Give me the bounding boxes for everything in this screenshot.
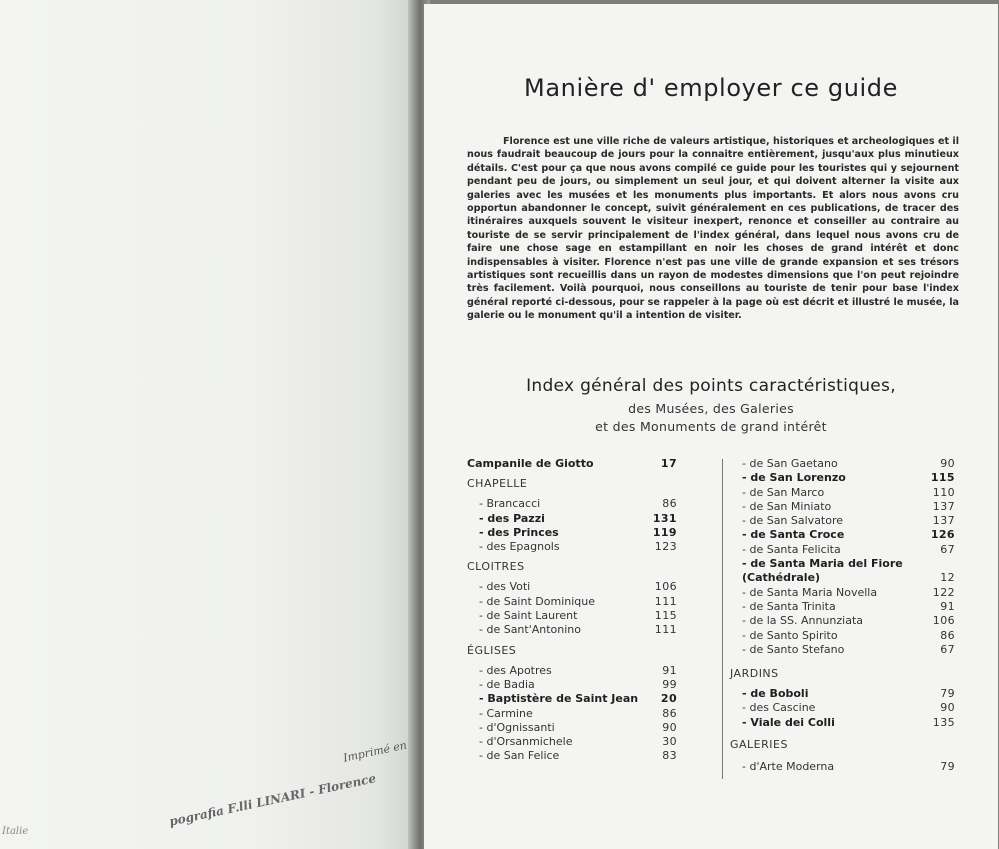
index-subtitle-2: et des Monuments de grand intérêt — [595, 419, 827, 434]
entry-page: 126 — [930, 528, 955, 542]
index-right-column — [730, 457, 955, 774]
entry-page: 115 — [930, 471, 955, 485]
index-entry — [467, 457, 677, 471]
entry-label: - de Badia — [479, 677, 535, 691]
entry-label: - des Pazzi — [479, 511, 545, 525]
index-entry — [467, 735, 677, 749]
entry-page: 12 — [940, 571, 955, 585]
entry-label: - Brancacci — [479, 497, 541, 511]
index-entry — [730, 557, 955, 571]
index-entry — [467, 497, 677, 511]
entry-page: 67 — [940, 542, 955, 556]
entry-label: - des Epagnols — [479, 540, 560, 554]
entry-page: 86 — [662, 497, 677, 511]
entry-label: - de Santo Spirito — [742, 628, 838, 642]
index-entry — [467, 609, 677, 623]
section-heading-cloitres: CLOITRES — [467, 560, 525, 574]
printer-credit: pografia F.lli LINARI - Florence — [168, 771, 378, 829]
entry-label: - de la SS. Annunziata — [742, 614, 863, 628]
entry-page: 91 — [662, 663, 677, 677]
entry-page: 137 — [932, 514, 955, 528]
entry-label: - de Saint Dominique — [479, 594, 595, 608]
entry-page: 106 — [654, 580, 677, 594]
entry-page: 111 — [654, 623, 677, 637]
entry-label: - de Santa Croce — [742, 528, 845, 542]
entry-label: - de San Lorenzo — [742, 471, 846, 485]
entry-label: - des Cascine — [742, 701, 816, 715]
entry-page: 135 — [932, 715, 955, 729]
imprime-note: Imprimé en — [342, 738, 408, 765]
index-entry — [467, 692, 677, 706]
entry-page: 86 — [940, 628, 955, 642]
section-heading-jardins: JARDINS — [730, 667, 779, 681]
entry-label: - Baptistère de Saint Jean — [479, 692, 639, 706]
index-entry — [467, 526, 677, 540]
entry-label: - de Santa Maria Novella — [742, 585, 878, 599]
entry-page: 122 — [932, 585, 955, 599]
entry-page: 110 — [932, 485, 955, 499]
entry-label: - des Princes — [479, 525, 559, 539]
entry-page: 83 — [662, 749, 677, 763]
index-entry — [730, 528, 955, 542]
entry-label: - d'Orsanmichele — [479, 735, 573, 749]
entry-label: - de Santa Trinita — [742, 599, 836, 613]
index-entry — [730, 457, 955, 471]
index-entry — [467, 749, 677, 763]
section-heading-chapelle: CHAPELLE — [467, 477, 528, 491]
entry-page: 99 — [662, 677, 677, 691]
entry-label: - de San Miniato — [742, 499, 832, 513]
index-entry — [730, 687, 955, 701]
index-entry — [467, 623, 677, 637]
index-entry — [730, 643, 955, 657]
entry-page: 17 — [660, 457, 677, 470]
entry-label: - de Santa Felicita — [742, 542, 841, 556]
index-title: Index général des points caractéristiques, — [526, 376, 896, 396]
entry-label: - d'Ognissanti — [479, 720, 555, 734]
index-left-column — [467, 457, 677, 764]
entry-label: - des Apotres — [479, 663, 552, 677]
entry-label: - de Santa Maria del Fiore — [742, 557, 903, 571]
entry-page: 90 — [940, 701, 955, 715]
index-entry — [730, 614, 955, 628]
left-page — [0, 0, 418, 849]
entry-page: 137 — [932, 499, 955, 513]
entry-page: 91 — [940, 599, 955, 613]
entry-label: (Cathédrale) — [742, 571, 821, 585]
entry-label: - des Voti — [479, 580, 531, 594]
index-entry — [467, 678, 677, 692]
entry-page: 67 — [940, 642, 955, 656]
right-page — [424, 4, 998, 849]
index-entry — [730, 571, 955, 585]
entry-page: 86 — [662, 706, 677, 720]
entry-page: 20 — [660, 692, 677, 706]
index-entry — [730, 486, 955, 500]
index-entry — [467, 580, 677, 594]
index-entry — [730, 716, 955, 730]
entry-page: 111 — [654, 594, 677, 608]
index-entry — [467, 595, 677, 609]
index-entry — [467, 707, 677, 721]
entry-page: 123 — [654, 540, 677, 554]
entry-page: 90 — [940, 457, 955, 470]
index-entry — [730, 471, 955, 485]
index-entry — [730, 600, 955, 614]
index-entry — [730, 543, 955, 557]
index-entry — [467, 721, 677, 735]
entry-label: Campanile de Giotto — [467, 457, 594, 470]
entry-page: 119 — [652, 525, 677, 539]
entry-page: 30 — [662, 735, 677, 749]
index-entry — [730, 701, 955, 715]
index-entry — [730, 586, 955, 600]
entry-label: - de Saint Laurent — [479, 609, 578, 623]
entry-label: - de San Salvatore — [742, 514, 844, 528]
index-entry — [467, 512, 677, 526]
column-divider — [722, 459, 723, 779]
entry-page: 131 — [652, 511, 677, 525]
entry-label: - Viale dei Colli — [742, 715, 835, 729]
entry-label: - de San Marco — [742, 485, 825, 499]
index-entry — [730, 629, 955, 643]
entry-label: - d'Arte Moderna — [742, 760, 835, 774]
entry-label: - de Santo Stefano — [742, 642, 845, 656]
entry-page: 106 — [932, 614, 955, 628]
entry-page: 79 — [940, 760, 955, 774]
index-entry — [730, 500, 955, 514]
entry-label: - de San Gaetano — [742, 457, 838, 470]
index-subtitle-1: des Musées, des Galeries — [628, 401, 794, 416]
page-title: Manière d' employer ce guide — [524, 74, 898, 102]
intro-paragraph: Florence est une ville riche de valeurs artistique, historiques et archeologiques et il nous faudrait beaucoup de jours pour la connaitre entièrement, jusqu'aux plus minutieux détails. C'est pour ça que nous avons compilé ce guide pour les touristes qui y sejournent pendant peu de jours, ou simplement un seul jour, et qui doivent alterner la visite aux galeries avec les musées et les monuments plus importants. Et alors nous avons cru opportun abandonner le concept, suivit généralement en ces publications, de tracer des itinéraires auxquels souvent le visiteur inexpert, renonce et conseiller au contraire au touriste de se servir principalement de l'index général, dans lequel nous avons cru de faire une chose sage en estampillant en noir les choses de grand intérêt et donc indispensables à visiter. Florence n'est pas une ville de grande expansion et ses trésors artistiques sont recueillis dans un rayon de modestes dimensions que l'on peut rejoindre très facilement. Voilà pourquoi, nous conseillons au touriste de tenir pour base l'index général reporté ci-dessous, pour se rappeler à la page où est décrit et illustré le musée, la galerie ou le monument qu'il a intention de visiter. — [467, 136, 959, 322]
entry-label: - de San Felice — [479, 749, 560, 763]
section-heading-eglises: ÉGLISES — [467, 643, 517, 657]
index-entry — [730, 760, 955, 774]
entry-page: 115 — [654, 609, 677, 623]
entry-page: 79 — [940, 687, 955, 701]
index-entry — [467, 664, 677, 678]
entry-label: - de Sant'Antonino — [479, 623, 582, 637]
index-entry — [467, 540, 677, 554]
entry-page: 90 — [662, 720, 677, 734]
entry-label: - Carmine — [479, 706, 533, 720]
entry-label: - de Boboli — [742, 687, 809, 701]
section-heading-galeries: GALERIES — [730, 738, 788, 752]
corner-note: Italie — [2, 826, 29, 837]
index-entry — [730, 514, 955, 528]
